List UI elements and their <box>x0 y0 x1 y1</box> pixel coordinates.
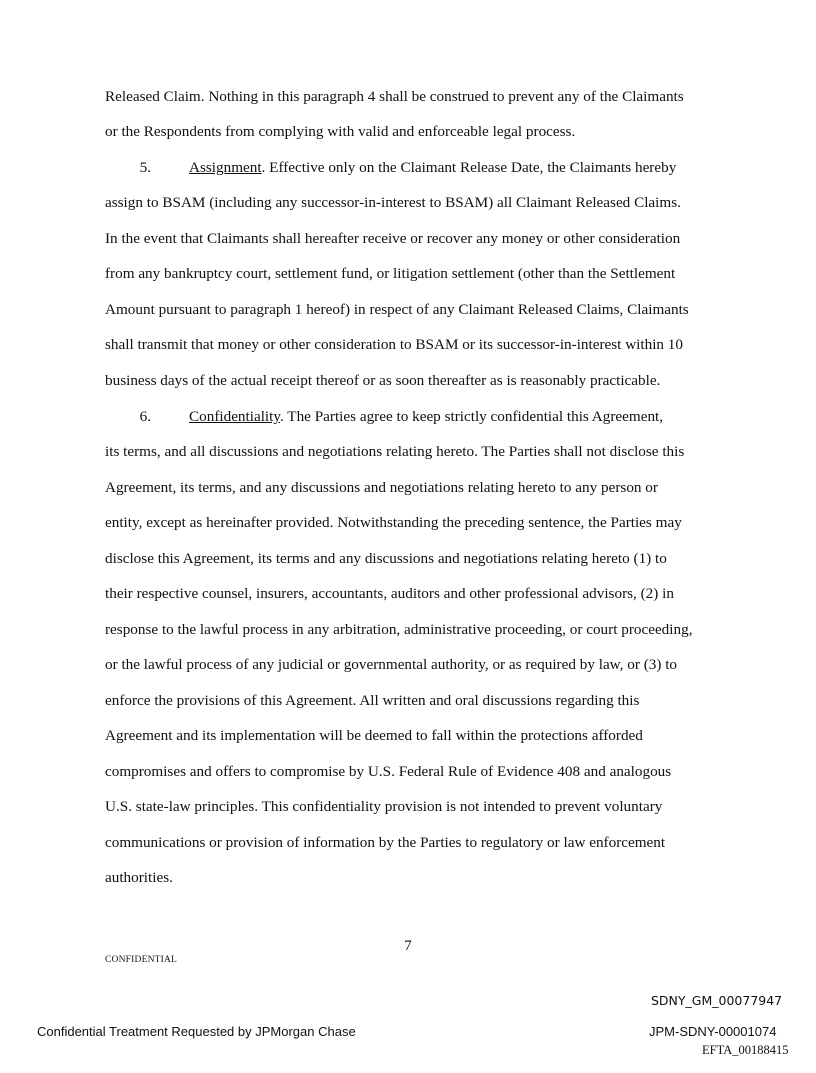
text-line: Agreement and its implementation will be deemed to fall within the protections afforded <box>105 727 643 744</box>
text-line: or the Respondents from complying with valid and enforceable legal process. <box>105 123 576 140</box>
bates-number-jpm: JPM-SDNY-00001074 <box>649 1024 777 1039</box>
efta-number: EFTA_00188415 <box>702 1043 789 1057</box>
section-6-heading: Confidentiality <box>189 408 280 425</box>
text-line: Agreement, its terms, and any discussions and negotiations relating hereto to any person or <box>105 479 658 496</box>
section-6-first-line <box>105 408 663 426</box>
section-5-heading: Assignment <box>189 159 262 176</box>
text-line: assign to BSAM (including any successor-in-interest to BSAM) all Claimant Released Claims. <box>105 194 681 211</box>
section-5-number: 5. <box>139 159 151 176</box>
text-line: from any bankruptcy court, settlement fund, or litigation settlement (other than the Settlement <box>105 265 676 282</box>
text-line: enforce the provisions of this Agreement. All written and oral discussions regarding this <box>105 692 640 709</box>
text-line: Released Claim. Nothing in this paragraph 4 shall be construed to prevent any of the Claimants <box>105 88 684 105</box>
text-line: their respective counsel, insurers, accountants, auditors and other professional advisors, (2) in <box>105 585 674 602</box>
section-6-number: 6. <box>139 408 151 425</box>
bates-number-sdny-gm: SDNY_GM_00077947 <box>651 993 783 1008</box>
text-line: compromises and offers to compromise by U.S. Federal Rule of Evidence 408 and analogous <box>105 763 672 780</box>
text-line: its terms, and all discussions and negotiations relating hereto. The Parties shall not disclose this <box>105 443 685 460</box>
page-number: 7 <box>404 938 412 954</box>
section-5-text: . Effective only on the Claimant Release Date, the Claimants hereby <box>261 159 677 176</box>
text-line: shall transmit that money or other consideration to BSAM or its successor-in-interest within 10 <box>105 336 683 353</box>
text-line: response to the lawful process in any arbitration, administrative proceeding, or court proceeding, <box>105 621 693 638</box>
text-line: In the event that Claimants shall hereafter receive or recover any money or other consideration <box>105 230 681 247</box>
text-line: Amount pursuant to paragraph 1 hereof) in respect of any Claimant Released Claims, Claimants <box>105 301 689 318</box>
text-line: disclose this Agreement, its terms and any discussions and negotiations relating hereto (1) to <box>105 550 667 567</box>
text-line: business days of the actual receipt thereof or as soon thereafter as is reasonably practicable. <box>105 372 661 389</box>
confidential-treatment-notice: Confidential Treatment Requested by JPMorgan Chase <box>37 1024 356 1039</box>
text-line: or the lawful process of any judicial or governmental authority, or as required by law, or (3) to <box>105 656 678 673</box>
text-line: entity, except as hereinafter provided. Notwithstanding the preceding sentence, the Parties may <box>105 514 682 531</box>
text-line: communications or provision of information by the Parties to regulatory or law enforcement <box>105 834 666 851</box>
section-5-first-line <box>105 159 676 177</box>
text-line: authorities. <box>105 869 173 886</box>
text-line: U.S. state-law principles. This confidentiality provision is not intended to prevent voluntary <box>105 798 663 815</box>
section-6-text: . The Parties agree to keep strictly confidential this Agreement, <box>279 408 664 425</box>
confidential-label: CONFIDENTIAL <box>105 955 178 965</box>
